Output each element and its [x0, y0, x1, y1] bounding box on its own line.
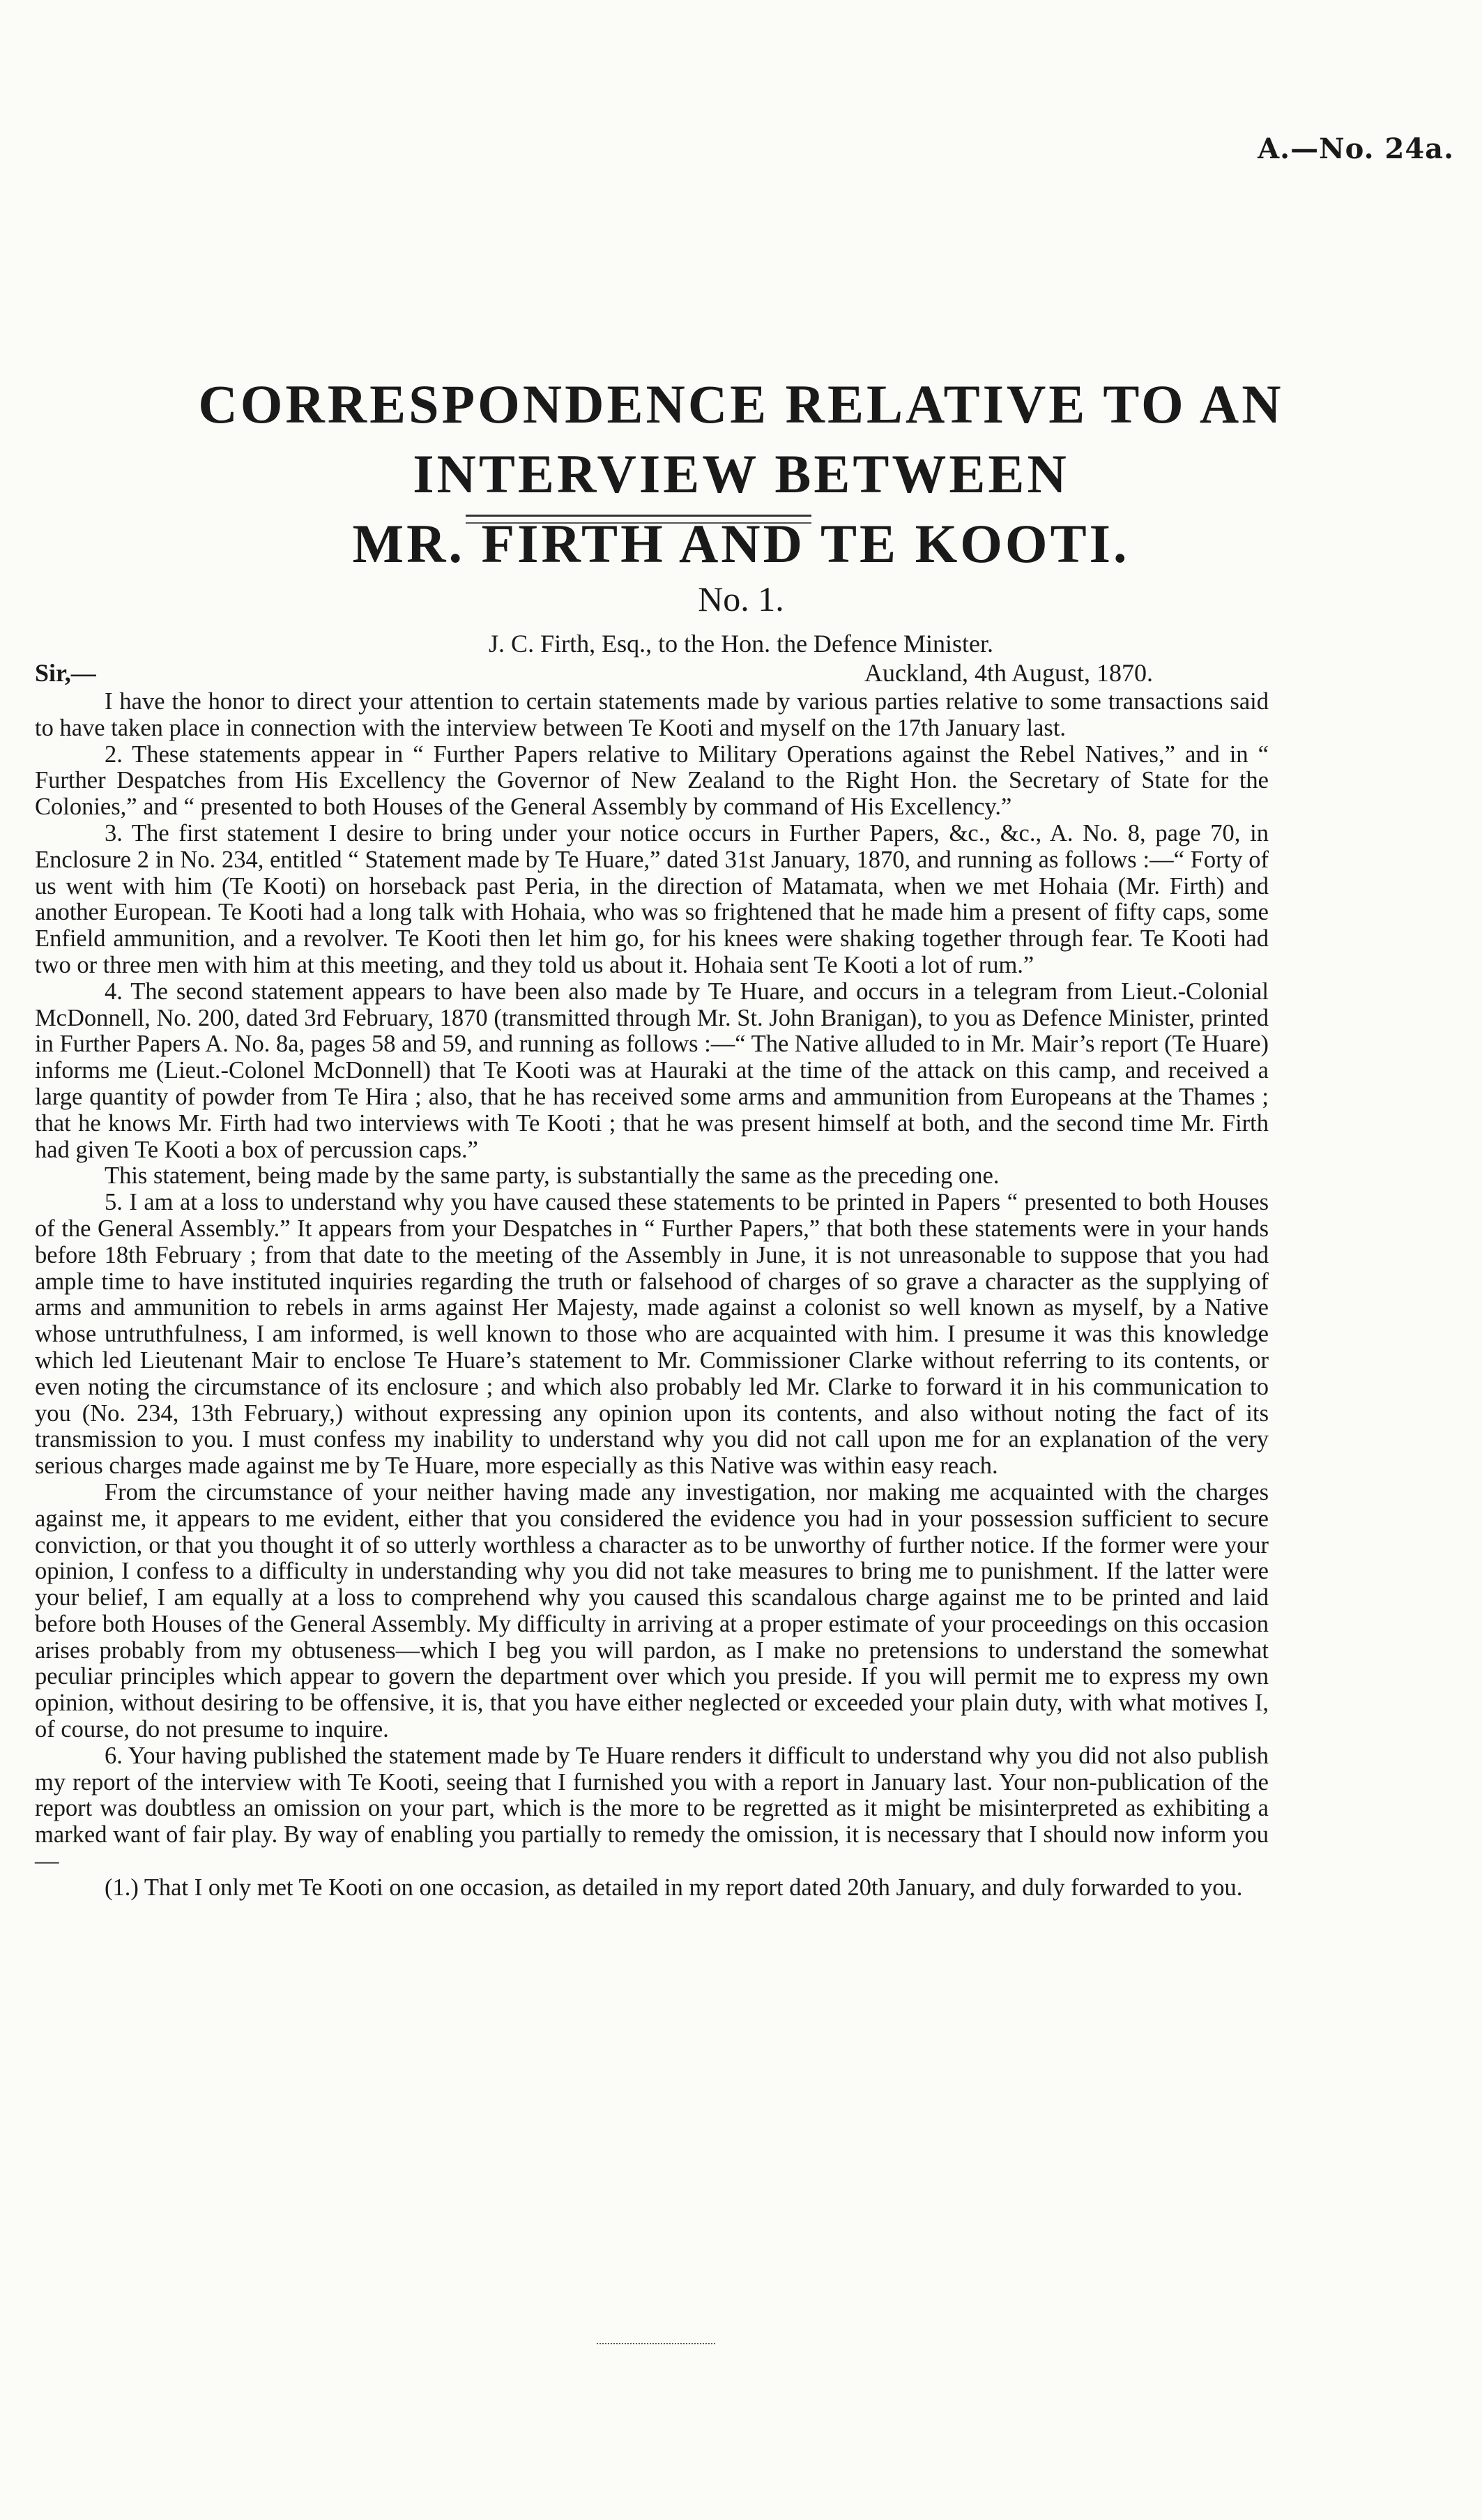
title-line-2: MR. FIRTH AND TE KOOTI.: [352, 513, 1130, 574]
document-number: No. 1.: [698, 579, 784, 618]
paragraph-4: 4. The second statement appears to have been also made by Te Huare, and occurs in a telegram from Lieut.-Colonial McDonnell, No. 200, dated 3rd February, 1870 (transmitted through Mr. St. John Branigan), to you as Defence Minister, printed in Further Papers A. No. 8a, pages 58 and 59, and running as follows :—“ The Native alluded to in Mr. Mair’s report (Te Huare) informs me (Lieut.-Colonel McDonnell) that Te Kooti was at Hauraki at the time of the attack on this camp, and received a large quantity of powder from Te Hira ; also, that he has received some arms and ammunition from Europeans at the Thames ; that he knows Mr. Firth had two interviews with Te Kooti ; that he was present himself at both, and the second time Mr. Firth had given Te Kooti a box of percussion caps.”: [35, 978, 1269, 1163]
document-reference: A.—No. 24a.: [1258, 132, 1454, 165]
dateline: Auckland, 4th August, 1870.: [864, 659, 1153, 687]
paragraph-3: 3. The first statement I desire to bring under your notice occurs in Further Papers, &c., &c., A. No. 8, page 70, in Enclosure 2 in No. 234, entitled “ Statement made by Te Huare,” dated 31st January, 1870, and running as follows :—“ Forty of us went with him (Te Kooti) on horseback past Peria, in the direction of Matamata, when we met Hohaia (Mr. Firth) and another European. Te Kooti had a long talk with Hohaia, who was so frightened that he made him a present of fifty caps, some Enfield ammunition, and a revolver. Te Kooti then let him go, for his knees were shaking together through fear. Te Kooti had two or three men with him at this meeting, and they told us about it. Hohaia sent Te Kooti a lot of rum.”: [35, 819, 1269, 978]
letter-heading: J. C. Firth, Esq., to the Hon. the Defence Minister.: [489, 630, 993, 658]
title-divider: [466, 515, 811, 524]
paragraph-5-continued: From the circumstance of your neither having made any investigation, nor making me acquainted with the charges against me, it appears to me evident, either that you considered the evidence you had in your possession sufficient to secure conviction, or that you thought it of so utterly worthless a character as to be unworthy of further notice. If the former were your opinion, I confess to a difficulty in understanding why you did not take measures to bring me to punishment. If the latter were your belief, I am equally at a loss to comprehend why you caused this scandalous charge against me to be printed and laid before both Houses of the General Assembly. My difficulty in arriving at a proper estimate of your proceedings on this occasion arises probably from my obtuseness—which I beg you will pardon, as I make no pretensions to understand the somewhat peculiar principles which appear to govern the department over which you preside. If you will permit me to express my own opinion, without desiring to be offensive, it is, that you have either neglected or exceeded your plain duty, with what motives I, of course, do not presume to inquire.: [35, 1478, 1269, 1743]
paragraph-5: 5. I am at a loss to understand why you have caused these statements to be printed in Papers “ presented to both Houses of the General Assembly.” It appears from your Despatches in “ Further Papers,” that both these statements were in your hands before 18th February ; from that date to the meeting of the Assembly in June, it is not unreasonable to suppose that you had ample time to have instituted inquiries regarding the truth or falsehood of charges of so grave a character as the supplying of arms and ammunition to rebels in arms against Her Majesty, made against a colonist so well known as myself, by a Native whose untruthfulness, I am informed, is well known to those who are acquainted with him. I presume it was this knowledge which led Lieutenant Mair to enclose Te Huare’s statement to Mr. Commissioner Clarke without referring to its contents, or even noting the circumstance of its enclosure ; and which also probably led Mr. Clarke to forward it in his communication to you (No. 234, 13th February,) without expressing any opinion upon its contents, and also without noting the fact of its transmission to you. I must confess my inability to understand why you did not call upon me for an explanation of the very serious charges made against me by Te Huare, more especially as this Native was within easy reach.: [35, 1189, 1269, 1480]
end-rule: [597, 2343, 715, 2344]
salutation: Sir,—: [35, 659, 96, 687]
paragraph-4-note: This statement, being made by the same party, is substantially the same as the preceding one.: [105, 1162, 1000, 1190]
paragraph-2: 2. These statements appear in “ Further Papers relative to Military Operations against the Rebel Natives,” and in “ Further Despatches from His Excellency the Governor of New Zealand to the Right Hon. the Secretary of State for the Colonies,” and “ presented to both Houses of the General Assembly by command of His Excellency.”: [35, 741, 1269, 821]
paragraph-6-item-1: (1.) That I only met Te Kooti on one occasion, as detailed in my report dated 20th January, and duly forwarded to you.: [105, 1874, 1243, 1901]
paragraph-intro: I have the honor to direct your attention to certain statements made by various parties relative to some transactions said to have taken place in connection with the interview between Te Kooti and myself on the 17th January last.: [35, 688, 1269, 741]
title-line-1: CORRESPONDENCE RELATIVE TO AN INTERVIEW BETWEEN: [198, 374, 1284, 504]
letter-body: [35, 689, 1269, 1902]
paragraph-6: 6. Your having published the statement made by Te Huare renders it difficult to understand why you did not also publish my report of the interview with Te Kooti, seeing that I furnished you with a report in January last. Your non-publication of the report was doubtless an omission on your part, which is the more to be regretted as it might be misinterpreted as exhibiting a marked want of fair play. By way of enabling you partially to remedy the omission, it is necessary that I should now inform you—: [35, 1742, 1269, 1875]
page-title: [42, 370, 1440, 579]
